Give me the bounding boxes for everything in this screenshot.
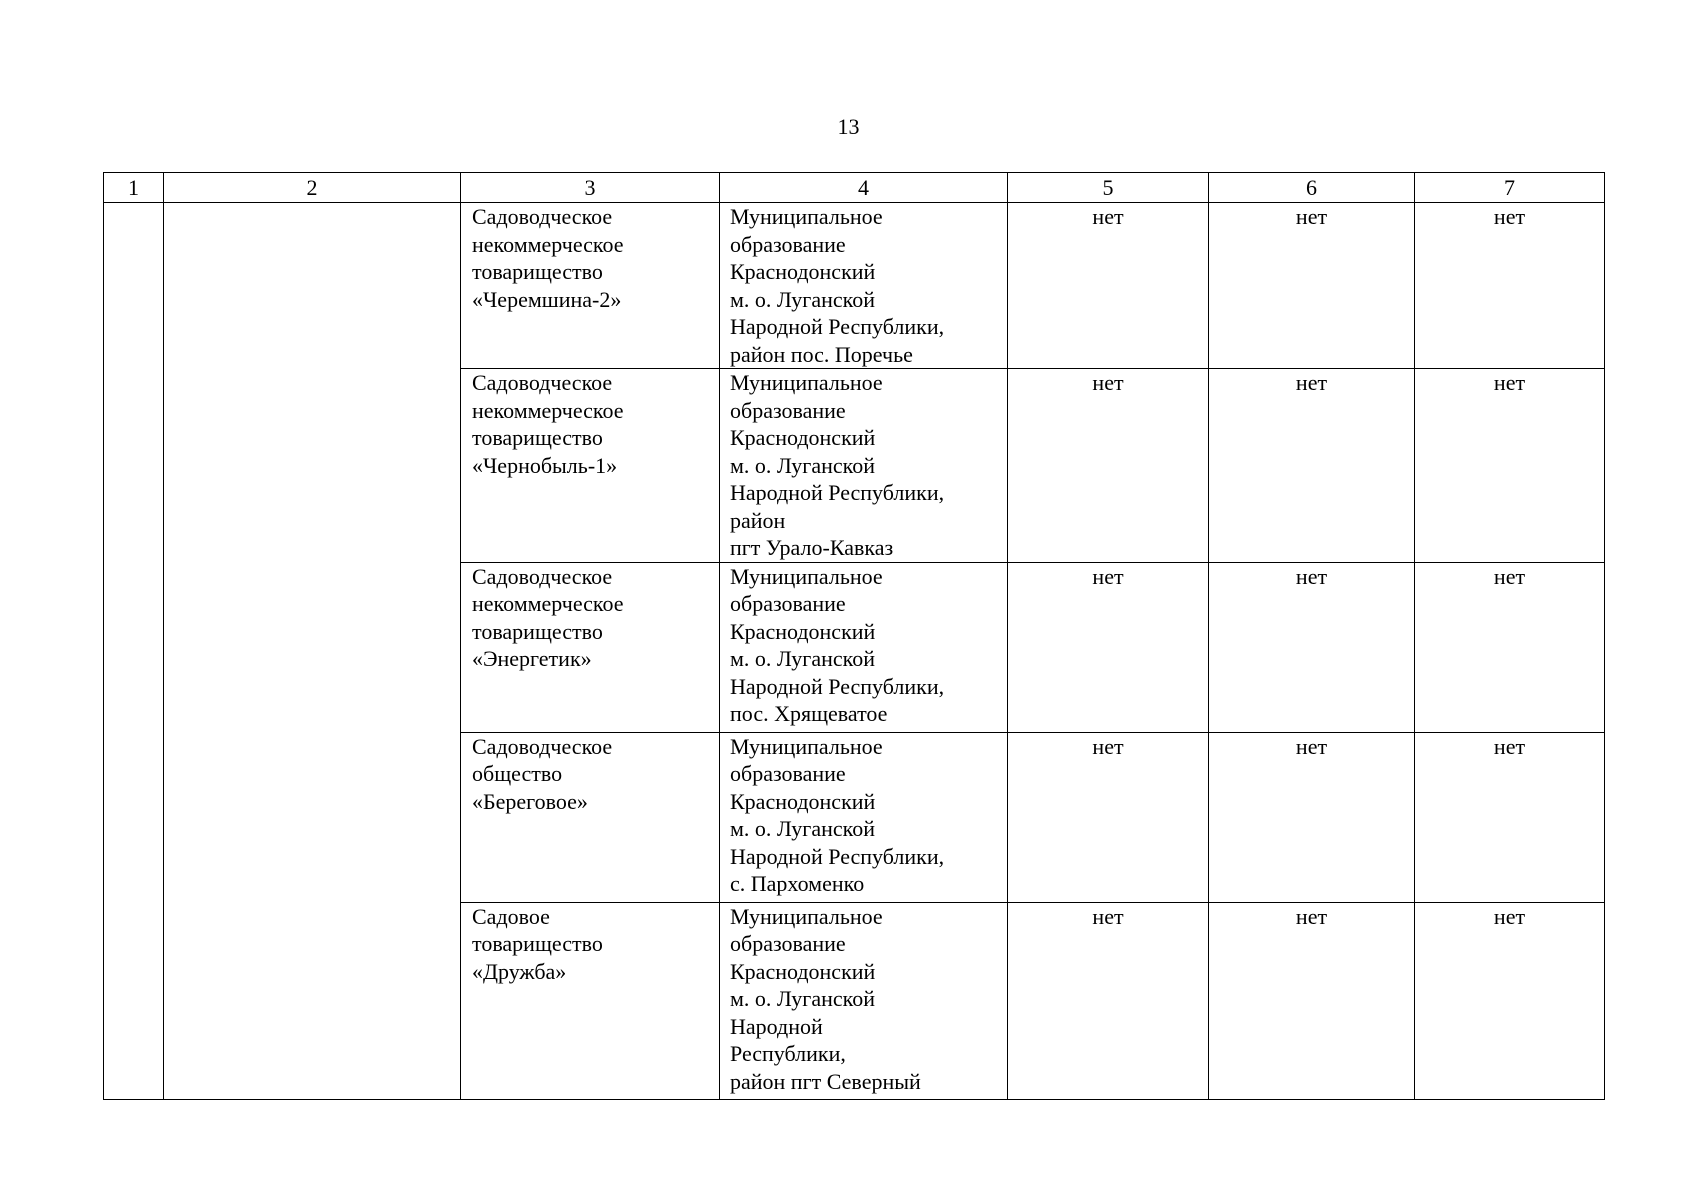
column-7-cell: нет bbox=[1415, 203, 1605, 369]
column-5-cell: нет bbox=[1008, 369, 1209, 563]
number-cell bbox=[104, 203, 164, 1100]
address-cell: Муниципальное образование Краснодонский м. о. Луганской Народной Республики, район пгт Северный bbox=[720, 902, 1008, 1099]
address-cell: Муниципальное образование Краснодонский м. о. Луганской Народной Республики, с. Пархоменко bbox=[720, 732, 1008, 902]
column-7-cell: нет bbox=[1415, 732, 1605, 902]
address-cell: Муниципальное образование Краснодонский м. о. Луганской Народной Республики, район пос. Поречье bbox=[720, 203, 1008, 369]
column-5-cell: нет bbox=[1008, 562, 1209, 732]
column-6-cell: нет bbox=[1209, 902, 1415, 1099]
column-header: 1 bbox=[104, 173, 164, 203]
column-number-header-row bbox=[104, 173, 1605, 203]
column-header: 7 bbox=[1415, 173, 1605, 203]
registry-table bbox=[103, 172, 1605, 1100]
address-cell: Муниципальное образование Краснодонский м. о. Луганской Народной Республики, район пгт Урало-Кавказ bbox=[720, 369, 1008, 563]
column-7-cell: нет bbox=[1415, 902, 1605, 1099]
page-number: 13 bbox=[837, 114, 860, 139]
organization-name-cell: Садоводческое некоммерческое товарищество «Черемшина-2» bbox=[461, 203, 720, 369]
column-header: 3 bbox=[461, 173, 720, 203]
organization-name-cell: Садоводческое некоммерческое товарищество «Чернобыль-1» bbox=[461, 369, 720, 563]
address-cell: Муниципальное образование Краснодонский м. о. Луганской Народной Республики, пос. Хрящеватое bbox=[720, 562, 1008, 732]
column-5-cell: нет bbox=[1008, 902, 1209, 1099]
column-6-cell: нет bbox=[1209, 562, 1415, 732]
category-cell bbox=[164, 203, 461, 1100]
organization-name-cell: Садовое товарищество «Дружба» bbox=[461, 902, 720, 1099]
column-7-cell: нет bbox=[1415, 562, 1605, 732]
column-6-cell: нет bbox=[1209, 203, 1415, 369]
organization-name-cell: Садоводческое общество «Береговое» bbox=[461, 732, 720, 902]
column-5-cell: нет bbox=[1008, 732, 1209, 902]
column-7-cell: нет bbox=[1415, 369, 1605, 563]
column-header: 4 bbox=[720, 173, 1008, 203]
column-header: 5 bbox=[1008, 173, 1209, 203]
organization-name-cell: Садоводческое некоммерческое товарищество «Энергетик» bbox=[461, 562, 720, 732]
table-row bbox=[104, 203, 1605, 369]
column-5-cell: нет bbox=[1008, 203, 1209, 369]
column-6-cell: нет bbox=[1209, 369, 1415, 563]
column-header: 6 bbox=[1209, 173, 1415, 203]
column-6-cell: нет bbox=[1209, 732, 1415, 902]
column-header: 2 bbox=[164, 173, 461, 203]
